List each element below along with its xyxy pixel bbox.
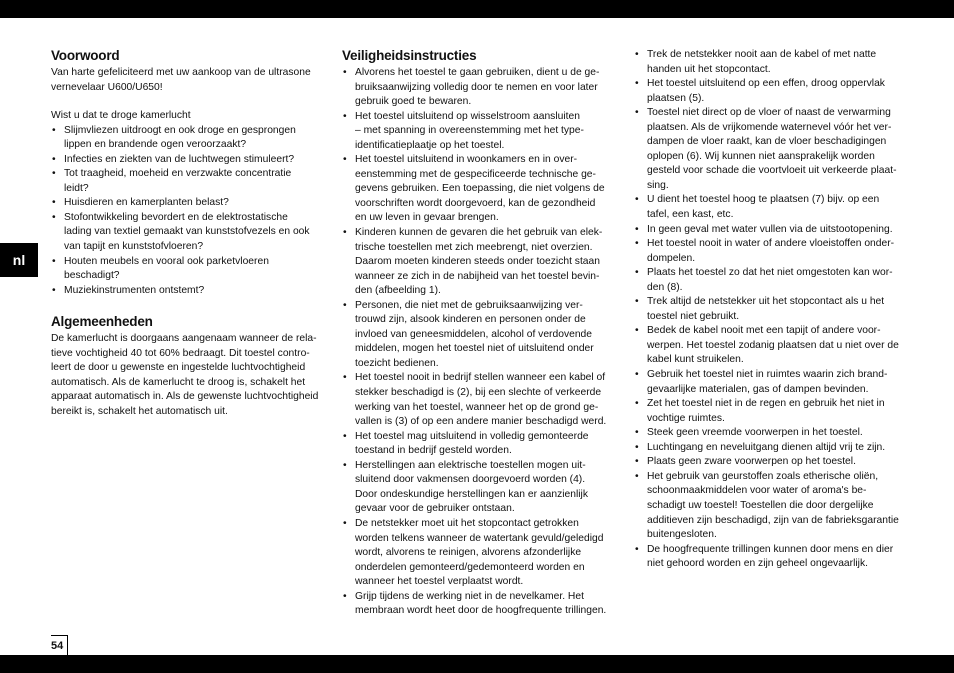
list-item-line: middelen, mogen het toestel niet of uitsluitend onder	[355, 343, 594, 355]
list-item-line: werking van het toestel, wanneer het op de grond ge-	[355, 401, 599, 413]
list-item-line: werpen. Het toestel zodanig plaatsen dat u niet over de	[647, 339, 899, 351]
list-item-line: wanneer ze zich in de nabijheid van het toestel bevin-	[355, 270, 600, 282]
list-item-line: Door ondeskundige herstellingen kan er aanzienlijk	[355, 488, 588, 500]
list-item-line: voorschriften wordt doorgevoerd, kan de gezondheid	[355, 197, 596, 209]
general-line: bereikt is, schakelt het automatisch uit.	[51, 405, 228, 417]
list-item-line: • Houten meubels en vooral ook parketvloeren	[64, 255, 269, 267]
list-item-line: • Alvorens het toestel te gaan gebruiken, dient u de ge-	[355, 67, 600, 78]
list-item	[342, 110, 616, 154]
general-text	[51, 332, 321, 419]
list-item-line: Daarom moeten kinderen steeds onder toezicht staan	[355, 256, 600, 268]
list-item	[342, 459, 616, 517]
column-2	[342, 48, 616, 619]
page-number: 54	[51, 635, 68, 656]
list-item	[51, 124, 321, 153]
list-item-line: • Plaats geen zware voorwerpen op het toestel.	[647, 456, 856, 468]
list-item-line: en uw leven in gevaar brengen.	[355, 212, 499, 224]
list-item-line: trische toestellen met zich meebrengt, niet overzien.	[355, 241, 593, 253]
list-item-line: den (afbeelding 1).	[355, 285, 441, 297]
list-item-line: gevaarlijke materialen, gas of dampen bevinden.	[647, 383, 869, 395]
list-item-line: beschadigt?	[64, 270, 120, 282]
list-item-line: • Het toestel mag uitsluitend in volledig gemonteerde	[355, 430, 589, 442]
list-item-line: • Herstellingen aan elektrische toestellen mogen uit-	[355, 459, 586, 471]
list-item-line: • U dient het toestel hoog te plaatsen (7) bijv. op een	[647, 194, 880, 206]
list-item	[634, 324, 906, 368]
list-item-line: • Bedek de kabel nooit met een tapijt of andere voor-	[647, 325, 881, 337]
list-item-line: handen uit het stopcontact.	[647, 63, 771, 75]
list-item-line: stekker beschadigd is (2), bij een slechte of verkeerde	[355, 387, 602, 399]
list-item-line: gesteld voor schade die voortvloeit uit verkeerde plaat-	[647, 165, 897, 177]
list-item-line: membraan wordt heet door de hoogfrequente trillingen.	[355, 605, 607, 617]
list-item	[634, 237, 906, 266]
list-item-line: toezicht bedienen.	[355, 357, 439, 369]
list-item-line: gevaar voor de gebruiker ontstaan.	[355, 503, 515, 515]
list-item-line: additieven zijn beschadigd, zijn van de fabrieksgarantie	[647, 514, 899, 526]
list-item-line: niet gehoord worden en zijn geheel ongevaarlijk.	[647, 558, 868, 570]
list-item-line: dompelen.	[647, 252, 696, 264]
list-item-line: tafel, een kast, etc.	[647, 209, 734, 221]
safety-list-part-1	[342, 66, 616, 619]
general-line: tieve vochtigheid 40 tot 60% bedraagt. Dit toestel contro-	[51, 347, 310, 359]
general-line: De kamerlucht is doorgaans aangenaam wanneer de rela-	[51, 333, 317, 345]
list-item	[634, 266, 906, 295]
list-item	[342, 590, 616, 619]
top-bar	[0, 0, 954, 18]
list-item	[342, 226, 616, 299]
list-item-line: • Muziekinstrumenten ontstemt?	[64, 284, 205, 296]
list-item-line: – met spanning in overeenstemming met het type-	[355, 125, 584, 137]
list-item-line: • Tot traagheid, moeheid en verzwakte concentratie	[64, 168, 292, 180]
list-item-line: • Toestel niet direct op de vloer of naast de verwarming	[647, 107, 891, 119]
list-item-line: wordt, alvorens te reinigen, alvorens afzonderlijke	[355, 547, 582, 559]
list-item	[342, 66, 616, 110]
list-item-line: • Personen, die niet met de gebruiksaanwijzing ver-	[355, 299, 583, 311]
list-item-line: • Trek altijd de netstekker uit het stopcontact als u het	[647, 296, 885, 308]
list-item	[634, 426, 906, 441]
list-item	[51, 167, 321, 196]
list-item-line: dampen de vloer raakt, kan de vloer beschadigingen	[647, 136, 887, 148]
list-item	[342, 430, 616, 459]
list-item	[342, 517, 616, 590]
list-item-line: worden telkens wanneer de watertank gevuld/geledigd	[355, 532, 604, 544]
list-item	[634, 543, 906, 572]
list-item-line: plaatsen (5).	[647, 92, 705, 104]
list-item-line: • Het gebruik van geurstoffen zoals etherische oliën,	[647, 470, 879, 482]
dry-air-effects-list	[51, 124, 321, 299]
list-item-line: lading van textiel gemaakt van kunststofvezels en ook	[64, 226, 310, 238]
list-item	[634, 455, 906, 470]
list-item	[51, 211, 321, 255]
list-item-line: toestand in bedrijf gesteld worden.	[355, 445, 512, 457]
list-item-line: sluitend door vakmensen doorgevoerd worden (4).	[355, 474, 586, 486]
list-item-line: plaatsen. Als de vrijkomende waternevel vóór het ver-	[647, 121, 892, 133]
list-item-line: • Stofontwikkeling bevordert en de elektrostatische	[64, 211, 288, 223]
language-tab: nl	[0, 243, 38, 277]
list-item-line: sing.	[647, 179, 669, 191]
list-item	[634, 441, 906, 456]
list-item-line: vallen is (3) of op een andere manier beschadigd werd.	[355, 416, 607, 428]
list-item-line: • Het toestel nooit in water of andere vloeistoffen onder-	[647, 238, 895, 250]
list-item	[634, 48, 906, 77]
list-item-line: • De netstekker moet uit het stopcontact getrokken	[355, 517, 579, 529]
list-item-line: • Steek geen vreemde voorwerpen in het toestel.	[647, 427, 863, 439]
list-item-line: • In geen geval met water vullen via de uitstootopening.	[647, 223, 893, 235]
list-item-line: • Het toestel uitsluitend op wisselstroom aansluiten	[355, 110, 580, 122]
list-item-line: • De hoogfrequente trillingen kunnen door mens en dier	[647, 543, 894, 555]
intro-heading: Voorwoord	[51, 48, 120, 63]
list-item-line: • Huisdieren en kamerplanten belast?	[64, 197, 229, 209]
safety-list-part-2	[634, 48, 906, 572]
intro-line: Van harte gefeliciteerd met uw aankoop van de ultrasone	[51, 67, 311, 78]
list-item-line: • Grijp tijdens de werking niet in de nevelkamer. Het	[355, 590, 584, 602]
list-item-line: • Zet het toestel niet in de regen en gebruik het niet in	[647, 398, 885, 410]
list-item	[634, 193, 906, 222]
general-line: automatisch. Als de kamerlucht te droog is, schakelt het	[51, 376, 306, 388]
question-text: Wist u dat te droge kamerlucht	[51, 110, 191, 122]
list-item	[634, 470, 906, 543]
list-item-line: • Slijmvliezen uitdroogt en ook droge en gesprongen	[64, 124, 296, 136]
list-item-line: leidt?	[64, 182, 89, 194]
list-item-line: lippen en brandende ogen veroorzaakt?	[64, 139, 247, 151]
safety-heading: Veiligheidsinstructies	[342, 48, 477, 63]
list-item-line: gebruik goed te bewaren.	[355, 96, 472, 108]
list-item	[634, 368, 906, 397]
list-item	[342, 299, 616, 372]
list-item-line: • Luchtingang en neveluitgang dienen altijd vrij te zijn.	[647, 441, 886, 453]
list-item-line: • Trek de netstekker nooit aan de kabel of met natte	[647, 49, 877, 60]
list-item	[342, 153, 616, 226]
list-item-line: schadigt uw toestel! Toestellen die door dergelijke	[647, 499, 874, 511]
general-line: leert de door u gewenste en ingestelde luchtvochtigheid	[51, 362, 306, 374]
list-item-line: toestel niet gebruikt.	[647, 310, 740, 322]
intro-line: vernevelaar U600/U650!	[51, 81, 163, 93]
list-item	[342, 371, 616, 429]
list-item-line: • Gebruik het toestel niet in ruimtes waarin zich brand-	[647, 369, 888, 381]
list-item-line: • Infecties en ziekten van de luchtwegen stimuleert?	[64, 153, 295, 165]
list-item-line: eenstemming met de gespecificeerde technische ge-	[355, 168, 596, 180]
list-item-line: • Het toestel nooit in bedrijf stellen wanneer een kabel of	[355, 372, 606, 384]
list-item-line: kabel kunt struikelen.	[647, 354, 744, 366]
list-item-line: • Kinderen kunnen de gevaren die het gebruik van elek-	[355, 227, 603, 239]
list-item	[634, 397, 906, 426]
list-item-line: • Plaats het toestel zo dat het niet omgestoten kan wor-	[647, 267, 893, 279]
list-item-line: trouwd zijn, alsook kinderen en personen onder de	[355, 314, 586, 326]
list-item	[634, 106, 906, 193]
list-item-line: vochtige ruimtes.	[647, 412, 725, 424]
list-item	[51, 153, 321, 168]
list-item	[634, 77, 906, 106]
list-item	[51, 196, 321, 211]
general-line: apparaat automatisch in. Als de gewenste luchtvochtigheid	[51, 391, 319, 403]
list-item-line: • Het toestel uitsluitend in woonkamers en in over-	[355, 154, 578, 166]
list-item	[51, 255, 321, 284]
list-item-line: schoonmaakmiddelen voor water of aroma's be-	[647, 485, 867, 497]
list-item-line: invloed van geneesmiddelen, alcohol of verdovende	[355, 328, 592, 340]
general-heading: Algemeenheden	[51, 314, 153, 330]
list-item-line: van tapijt en kunststofvloeren?	[64, 241, 204, 253]
list-item-line: bruiksaanwijzing volledig door te nemen en voor later	[355, 81, 598, 93]
list-item-line: den (8).	[647, 281, 683, 293]
list-item	[51, 284, 321, 299]
list-item-line: identificatieplaatje op het toestel.	[355, 139, 505, 151]
bottom-bar	[0, 655, 954, 673]
list-item-line: buitengesloten.	[647, 529, 717, 541]
list-item	[634, 295, 906, 324]
column-3	[634, 48, 906, 572]
intro-text	[51, 66, 321, 95]
list-item-line: oplopen (6). Wij kunnen niet aansprakelijk worden	[647, 150, 875, 162]
list-item-line: onderdelen gemonteerd/gedemonteerd worden en	[355, 561, 585, 573]
list-item-line: wanneer het toestel verplaatst wordt.	[355, 576, 524, 588]
column-1	[51, 48, 321, 419]
list-item-line: • Het toestel uitsluitend op een effen, droog oppervlak	[647, 78, 885, 90]
list-item	[634, 223, 906, 238]
list-item-line: gevens gebruiken. Een toepassing, die niet volgens de	[355, 183, 605, 195]
